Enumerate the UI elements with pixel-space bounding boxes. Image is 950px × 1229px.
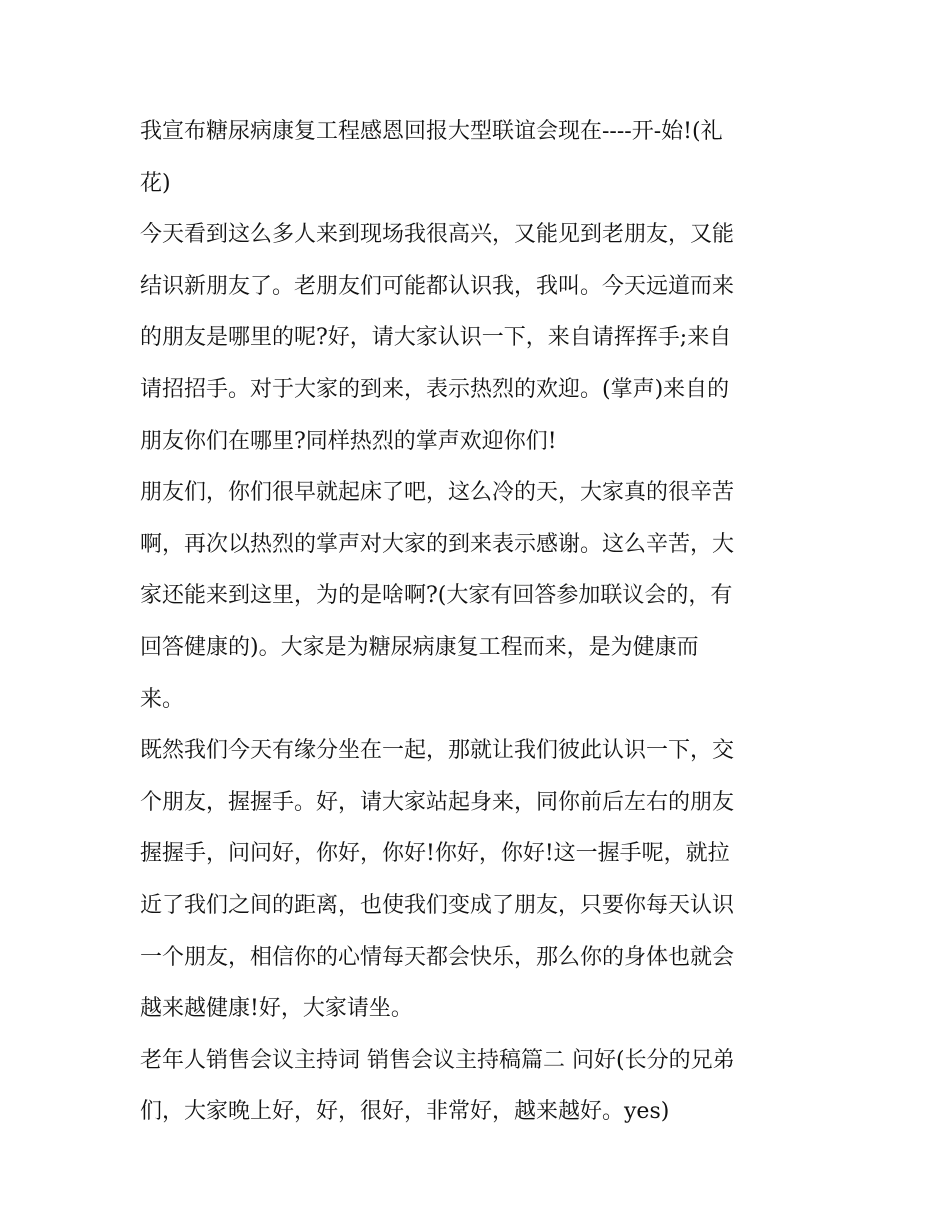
- paragraph-thanks: [140, 467, 820, 725]
- text-line: 我宣布糖尿病康复工程感恩回报大型联谊会现在----开-始!(礼: [140, 119, 723, 144]
- text-line: 结识新朋友了。老朋友们可能都认识我，我叫。今天远道而来: [140, 273, 735, 299]
- paragraph-opening: [140, 106, 820, 209]
- text-line: 朋友们，你们很早就起床了吧，这么冷的天，大家真的很辛苦: [140, 480, 735, 506]
- text-line: 既然我们今天有缘分坐在一起，那就让我们彼此认识一下，交: [140, 738, 735, 764]
- document-body: [140, 106, 820, 1138]
- text-line: 回答健康的)。大家是为糖尿病康复工程而来，是为健康而: [140, 634, 699, 660]
- text-line: 越来越健康!好，大家请坐。: [140, 996, 413, 1022]
- text-line: 老年人销售会议主持词 销售会议主持稿篇二 问好(长分的兄弟: [140, 1047, 735, 1073]
- text-line: 朋友你们在哪里?同样热烈的掌声欢迎你们!: [140, 428, 557, 454]
- text-line: 花): [140, 170, 171, 196]
- text-line: 啊，再次以热烈的掌声对大家的到来表示感谢。这么辛苦，大: [140, 531, 735, 557]
- paragraph-welcome: [140, 209, 820, 467]
- text-line: 握握手，问问好，你好，你好!你好，你好!这一握手呢，就拉: [140, 841, 730, 867]
- text-line: 个朋友，握握手。好，请大家站起身来，同你前后左右的朋友: [140, 789, 735, 815]
- text-line: 今天看到这么多人来到现场我很高兴，又能见到老朋友，又能: [140, 222, 735, 248]
- text-line: 一个朋友，相信你的心情每天都会快乐，那么你的身体也就会: [140, 944, 735, 970]
- text-line: 家还能来到这里，为的是啥啊?(大家有回答参加联议会的，有: [140, 583, 733, 609]
- text-line: 来。: [140, 686, 185, 712]
- text-line: 请招招手。对于大家的到来，表示热烈的欢迎。(掌声)来自的: [140, 376, 730, 402]
- text-line: 的朋友是哪里的呢?好，请大家认识一下，来自请挥挥手;来自: [140, 325, 732, 351]
- text-line: 们，大家晚上好，好，很好，非常好，越来越好。yes): [140, 1099, 670, 1125]
- paragraph-section-two: [140, 1035, 820, 1138]
- paragraph-handshake: [140, 725, 820, 1035]
- text-line: 近了我们之间的距离，也使我们变成了朋友，只要你每天认识: [140, 892, 735, 918]
